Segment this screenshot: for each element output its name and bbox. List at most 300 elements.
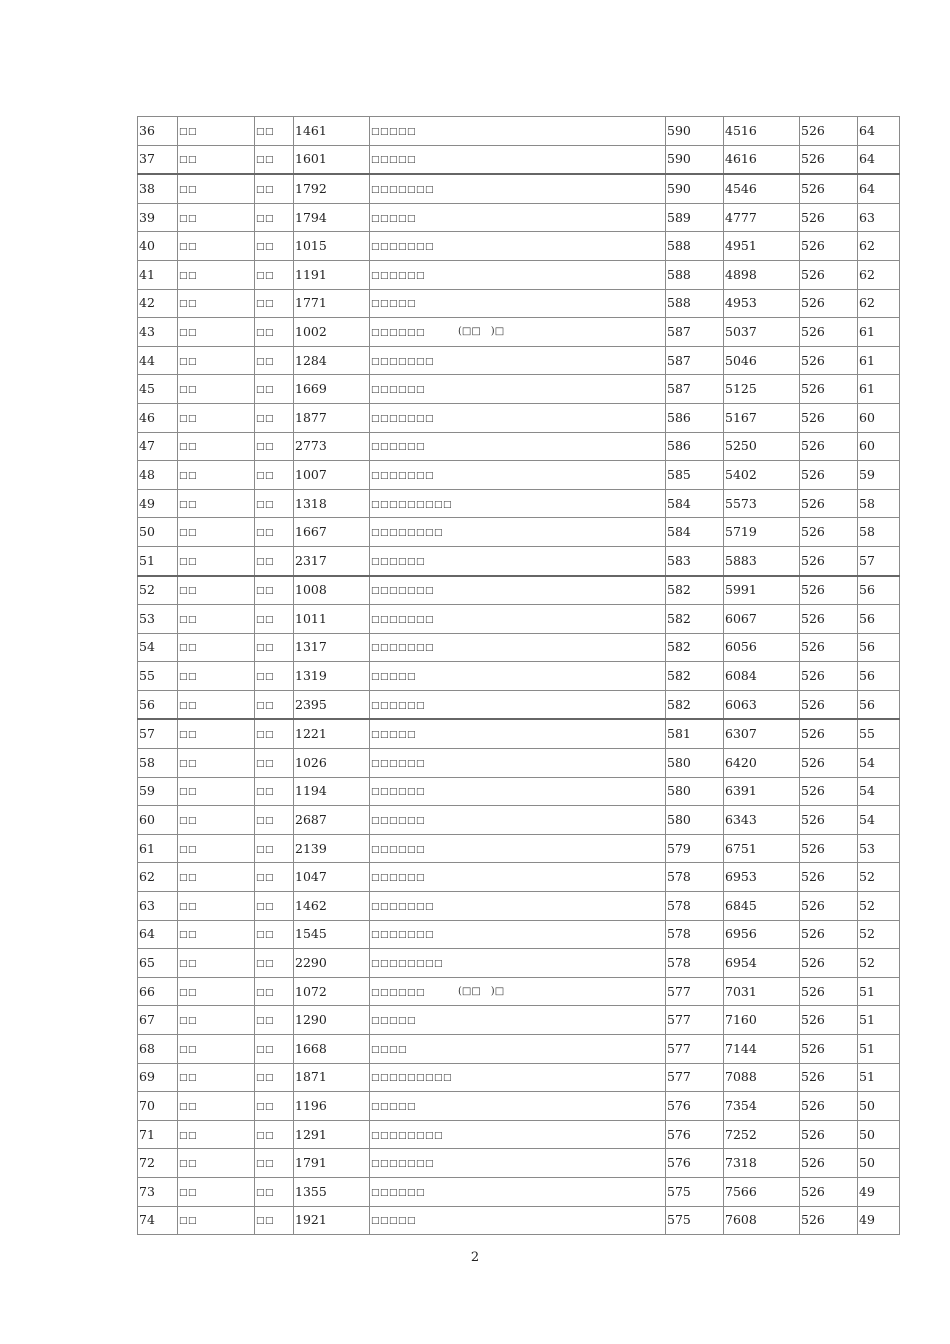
cell-code-text: 2290 — [295, 955, 327, 971]
cell-score-text: 582 — [667, 639, 691, 655]
cell-index-text: 65 — [139, 955, 155, 971]
cell-diff — [858, 1092, 900, 1121]
cell-index — [138, 1006, 178, 1035]
cell-diff-text: 52 — [859, 897, 875, 913]
cell-rank — [724, 260, 800, 289]
cell-cutoff — [800, 461, 858, 490]
cell-name-text: □□□□□□□□ — [371, 528, 444, 539]
cell-code — [294, 174, 370, 203]
cell-category — [255, 489, 294, 518]
cell-diff — [858, 1063, 900, 1092]
cell-region-text: □□ — [179, 816, 198, 827]
cell-region-text: □□ — [179, 299, 198, 310]
cell-diff-text: 61 — [859, 352, 875, 368]
cell-index — [138, 260, 178, 289]
cell-score — [666, 892, 724, 921]
cell-score — [666, 749, 724, 778]
cell-diff — [858, 662, 900, 691]
cell-diff-text: 49 — [859, 1183, 875, 1199]
cell-score-text: 584 — [667, 495, 691, 511]
cell-name-note: (□□ )□ — [458, 985, 505, 997]
cell-category — [255, 749, 294, 778]
cell-index-text: 71 — [139, 1126, 155, 1142]
cell-cutoff — [800, 806, 858, 835]
cell-region — [178, 403, 255, 432]
cell-cutoff — [800, 1006, 858, 1035]
cell-diff — [858, 777, 900, 806]
cell-name-text: □□□□□□□ — [371, 901, 435, 912]
cell-diff — [858, 145, 900, 174]
cell-name — [370, 318, 666, 347]
cell-category-text: □□ — [256, 730, 275, 741]
cell-code-text: 1191 — [295, 266, 327, 282]
cell-region — [178, 719, 255, 748]
cell-category — [255, 260, 294, 289]
cell-rank — [724, 1149, 800, 1178]
cell-cutoff-text: 526 — [801, 352, 825, 368]
cell-category-text: □□ — [256, 1044, 275, 1055]
cell-code-text: 1877 — [295, 409, 327, 425]
cell-region — [178, 518, 255, 547]
cell-index-text: 54 — [139, 639, 155, 655]
cell-rank-text: 6956 — [725, 926, 757, 942]
cell-name-text: □□□□□□ — [371, 844, 426, 855]
cell-rank-text: 4546 — [725, 180, 757, 196]
cell-name — [370, 346, 666, 375]
cell-region — [178, 605, 255, 634]
table-row — [138, 432, 900, 461]
cell-region-text: □□ — [179, 1016, 198, 1027]
cell-region — [178, 461, 255, 490]
cell-code — [294, 633, 370, 662]
cell-cutoff — [800, 1092, 858, 1121]
cell-cutoff — [800, 174, 858, 203]
table-row — [138, 203, 900, 232]
cell-code — [294, 749, 370, 778]
cell-rank-text: 6420 — [725, 754, 757, 770]
cell-region-text: □□ — [179, 614, 198, 625]
cell-region — [178, 1206, 255, 1235]
cell-code-text: 1026 — [295, 754, 327, 770]
cell-cutoff — [800, 203, 858, 232]
cell-cutoff-text: 526 — [801, 639, 825, 655]
cell-code-text: 1047 — [295, 869, 327, 885]
cell-score — [666, 719, 724, 748]
cell-region — [178, 690, 255, 719]
cell-category-text: □□ — [256, 242, 275, 253]
cell-region-text: □□ — [179, 1044, 198, 1055]
cell-rank-text: 4953 — [725, 295, 757, 311]
cell-cutoff-text: 526 — [801, 295, 825, 311]
cell-diff — [858, 518, 900, 547]
cell-region-text: □□ — [179, 442, 198, 453]
cell-index-text: 47 — [139, 438, 155, 454]
cell-score — [666, 1149, 724, 1178]
cell-index — [138, 834, 178, 863]
cell-rank — [724, 1206, 800, 1235]
cell-category-text: □□ — [256, 758, 275, 769]
cell-diff — [858, 834, 900, 863]
cell-index — [138, 605, 178, 634]
cell-rank-text: 7144 — [725, 1040, 757, 1056]
cell-region-text: □□ — [179, 270, 198, 281]
cell-region — [178, 806, 255, 835]
cell-rank — [724, 806, 800, 835]
cell-diff — [858, 346, 900, 375]
cell-category-text: □□ — [256, 270, 275, 281]
cell-diff-text: 50 — [859, 1097, 875, 1113]
cell-score-text: 581 — [667, 726, 691, 742]
cell-name-text: □□□□□□□ — [371, 242, 435, 253]
cell-diff-text: 56 — [859, 696, 875, 712]
cell-region — [178, 546, 255, 575]
cell-category — [255, 145, 294, 174]
cell-index-text: 74 — [139, 1212, 155, 1228]
cell-diff — [858, 117, 900, 146]
cell-region-text: □□ — [179, 499, 198, 510]
table-row — [138, 749, 900, 778]
cell-diff — [858, 1120, 900, 1149]
cell-diff — [858, 432, 900, 461]
cell-index-text: 37 — [139, 151, 155, 167]
cell-index — [138, 920, 178, 949]
cell-index — [138, 375, 178, 404]
cell-index-text: 61 — [139, 840, 155, 856]
cell-region-text: □□ — [179, 184, 198, 195]
cell-score-text: 576 — [667, 1155, 691, 1171]
cell-category-text: □□ — [256, 1016, 275, 1027]
cell-score-text: 575 — [667, 1212, 691, 1228]
cell-cutoff — [800, 145, 858, 174]
cell-cutoff — [800, 518, 858, 547]
cell-index — [138, 633, 178, 662]
cell-name-text: □□□□□□□□□ — [371, 1073, 453, 1084]
cell-index — [138, 1206, 178, 1235]
cell-name-text: □□□□□□□ — [371, 356, 435, 367]
cell-cutoff — [800, 777, 858, 806]
cell-rank-text: 7088 — [725, 1069, 757, 1085]
cell-category-text: □□ — [256, 643, 275, 654]
cell-score-text: 582 — [667, 610, 691, 626]
cell-cutoff-text: 526 — [801, 266, 825, 282]
cell-region-text: □□ — [179, 470, 198, 481]
cell-name-text: □□□□ — [371, 1044, 408, 1055]
cell-diff-text: 51 — [859, 1012, 875, 1028]
cell-category-text: □□ — [256, 873, 275, 884]
cell-rank-text: 4516 — [725, 122, 757, 138]
cell-category — [255, 949, 294, 978]
cell-code — [294, 690, 370, 719]
cell-region — [178, 662, 255, 691]
cell-code-text: 1011 — [295, 610, 327, 626]
cell-diff-text: 62 — [859, 238, 875, 254]
cell-cutoff-text: 526 — [801, 180, 825, 196]
cell-category — [255, 834, 294, 863]
cell-rank — [724, 834, 800, 863]
cell-rank — [724, 977, 800, 1006]
cell-score — [666, 403, 724, 432]
cell-diff — [858, 719, 900, 748]
cell-name — [370, 605, 666, 634]
cell-name-text: □□□□□ — [371, 213, 417, 224]
cell-index-text: 66 — [139, 983, 155, 999]
cell-region — [178, 1006, 255, 1035]
cell-category — [255, 375, 294, 404]
cell-region — [178, 203, 255, 232]
table-row — [138, 863, 900, 892]
cell-cutoff-text: 526 — [801, 840, 825, 856]
cell-rank-text: 6953 — [725, 869, 757, 885]
cell-score-text: 587 — [667, 381, 691, 397]
table-row — [138, 719, 900, 748]
cell-index-text: 63 — [139, 897, 155, 913]
cell-code — [294, 489, 370, 518]
cell-rank — [724, 719, 800, 748]
cell-cutoff-text: 526 — [801, 466, 825, 482]
cell-cutoff-text: 526 — [801, 1212, 825, 1228]
cell-code — [294, 1120, 370, 1149]
cell-category-text: □□ — [256, 586, 275, 597]
cell-score — [666, 1206, 724, 1235]
cell-category-text: □□ — [256, 327, 275, 338]
cell-category — [255, 920, 294, 949]
cell-name — [370, 576, 666, 605]
cell-name — [370, 403, 666, 432]
cell-index-text: 36 — [139, 122, 155, 138]
cell-code — [294, 1149, 370, 1178]
cell-index-text: 49 — [139, 495, 155, 511]
cell-category — [255, 232, 294, 261]
cell-index-text: 44 — [139, 352, 155, 368]
cell-score — [666, 461, 724, 490]
cell-name — [370, 518, 666, 547]
cell-rank — [724, 203, 800, 232]
cell-category-text: □□ — [256, 959, 275, 970]
cell-rank-text: 6391 — [725, 783, 757, 799]
cell-rank — [724, 461, 800, 490]
table-row — [138, 892, 900, 921]
cell-rank-text: 5573 — [725, 495, 757, 511]
cell-score-text: 577 — [667, 1069, 691, 1085]
table-body — [138, 117, 900, 1235]
cell-index — [138, 690, 178, 719]
cell-name-text: □□□□□□□ — [371, 1159, 435, 1170]
cell-cutoff-text: 526 — [801, 1012, 825, 1028]
cell-cutoff — [800, 489, 858, 518]
cell-rank — [724, 174, 800, 203]
cell-region-text: □□ — [179, 242, 198, 253]
cell-category-text: □□ — [256, 987, 275, 998]
cell-region — [178, 633, 255, 662]
cell-category — [255, 1063, 294, 1092]
cell-cutoff-text: 526 — [801, 552, 825, 568]
cell-score — [666, 662, 724, 691]
cell-region-text: □□ — [179, 787, 198, 798]
cell-rank — [724, 690, 800, 719]
cell-region-text: □□ — [179, 1159, 198, 1170]
cell-cutoff-text: 526 — [801, 726, 825, 742]
cell-name — [370, 1092, 666, 1121]
cell-region-text: □□ — [179, 672, 198, 683]
cell-code — [294, 1177, 370, 1206]
cell-diff-text: 54 — [859, 783, 875, 799]
cell-name — [370, 892, 666, 921]
cell-score — [666, 174, 724, 203]
table-row — [138, 174, 900, 203]
cell-cutoff-text: 526 — [801, 610, 825, 626]
cell-index — [138, 806, 178, 835]
cell-diff — [858, 576, 900, 605]
cell-name-text: □□□□□ — [371, 672, 417, 683]
cell-score-text: 582 — [667, 696, 691, 712]
table-row — [138, 633, 900, 662]
cell-score — [666, 576, 724, 605]
cell-region — [178, 375, 255, 404]
cell-index — [138, 232, 178, 261]
cell-index-text: 70 — [139, 1097, 155, 1113]
cell-score — [666, 690, 724, 719]
cell-region — [178, 145, 255, 174]
cell-region — [178, 1092, 255, 1121]
cell-index — [138, 977, 178, 1006]
cell-category-text: □□ — [256, 213, 275, 224]
cell-region — [178, 920, 255, 949]
cell-code — [294, 1006, 370, 1035]
cell-name-text: □□□□□□□□□ — [371, 499, 453, 510]
cell-score-text: 586 — [667, 438, 691, 454]
cell-name — [370, 432, 666, 461]
cell-category — [255, 461, 294, 490]
cell-region — [178, 1035, 255, 1064]
cell-rank — [724, 145, 800, 174]
cell-diff — [858, 375, 900, 404]
cell-cutoff — [800, 920, 858, 949]
cell-cutoff-text: 526 — [801, 323, 825, 339]
cell-score-text: 587 — [667, 352, 691, 368]
cell-cutoff — [800, 375, 858, 404]
cell-name — [370, 1177, 666, 1206]
cell-rank-text: 7318 — [725, 1155, 757, 1171]
cell-code-text: 1072 — [295, 983, 327, 999]
cell-index — [138, 662, 178, 691]
cell-score — [666, 145, 724, 174]
cell-code-text: 1355 — [295, 1183, 327, 1199]
cell-score — [666, 117, 724, 146]
cell-diff-text: 56 — [859, 582, 875, 598]
cell-name — [370, 920, 666, 949]
cell-code-text: 1221 — [295, 726, 327, 742]
cell-code-text: 2395 — [295, 696, 327, 712]
cell-name — [370, 289, 666, 318]
cell-score-text: 577 — [667, 1012, 691, 1028]
cell-name-text: □□□□□□ — [371, 270, 426, 281]
cell-index — [138, 461, 178, 490]
table-row — [138, 920, 900, 949]
cell-name-text: □□□□□□□ — [371, 184, 435, 195]
cell-rank-text: 7566 — [725, 1183, 757, 1199]
cell-rank — [724, 777, 800, 806]
cell-diff-text: 64 — [859, 180, 875, 196]
cell-category-text: □□ — [256, 901, 275, 912]
cell-diff-text: 58 — [859, 524, 875, 540]
cell-diff — [858, 806, 900, 835]
cell-rank — [724, 662, 800, 691]
cell-rank-text: 5167 — [725, 409, 757, 425]
cell-category-text: □□ — [256, 1130, 275, 1141]
cell-index — [138, 318, 178, 347]
cell-diff — [858, 318, 900, 347]
cell-code — [294, 145, 370, 174]
cell-category — [255, 806, 294, 835]
cell-index — [138, 546, 178, 575]
cell-name — [370, 174, 666, 203]
cell-name — [370, 145, 666, 174]
cell-score — [666, 834, 724, 863]
cell-rank — [724, 232, 800, 261]
cell-rank-text: 5719 — [725, 524, 757, 540]
cell-score-text: 580 — [667, 754, 691, 770]
table-row — [138, 1063, 900, 1092]
cell-category-text: □□ — [256, 413, 275, 424]
cell-score — [666, 260, 724, 289]
cell-code — [294, 432, 370, 461]
cell-category-text: □□ — [256, 1101, 275, 1112]
cell-score-text: 575 — [667, 1183, 691, 1199]
cell-name — [370, 232, 666, 261]
cell-diff-text: 57 — [859, 552, 875, 568]
cell-cutoff-text: 526 — [801, 1183, 825, 1199]
cell-score-text: 585 — [667, 466, 691, 482]
cell-rank-text: 6063 — [725, 696, 757, 712]
cell-code-text: 1794 — [295, 209, 327, 225]
cell-category-text: □□ — [256, 816, 275, 827]
cell-region-text: □□ — [179, 556, 198, 567]
cell-cutoff — [800, 346, 858, 375]
cell-code — [294, 232, 370, 261]
cell-index-text: 46 — [139, 409, 155, 425]
cell-rank — [724, 749, 800, 778]
table-row — [138, 777, 900, 806]
cell-rank — [724, 605, 800, 634]
cell-index-text: 57 — [139, 726, 155, 742]
cell-region — [178, 346, 255, 375]
cell-region — [178, 289, 255, 318]
table-row — [138, 690, 900, 719]
cell-cutoff — [800, 117, 858, 146]
cell-category-text: □□ — [256, 700, 275, 711]
score-table — [137, 116, 900, 1235]
cell-rank — [724, 375, 800, 404]
cell-cutoff-text: 526 — [801, 122, 825, 138]
cell-cutoff — [800, 546, 858, 575]
cell-region-text: □□ — [179, 413, 198, 424]
cell-index-text: 68 — [139, 1040, 155, 1056]
table-row — [138, 806, 900, 835]
cell-name-text: □□□□□□ — [371, 1187, 426, 1198]
cell-index — [138, 1149, 178, 1178]
cell-rank-text: 5125 — [725, 381, 757, 397]
cell-cutoff — [800, 403, 858, 432]
cell-code-text: 1871 — [295, 1069, 327, 1085]
cell-cutoff-text: 526 — [801, 812, 825, 828]
cell-name-text: □□□□□□□ — [371, 930, 435, 941]
cell-score — [666, 289, 724, 318]
cell-category — [255, 546, 294, 575]
cell-region — [178, 232, 255, 261]
table-row — [138, 605, 900, 634]
cell-code — [294, 546, 370, 575]
cell-score-text: 580 — [667, 783, 691, 799]
